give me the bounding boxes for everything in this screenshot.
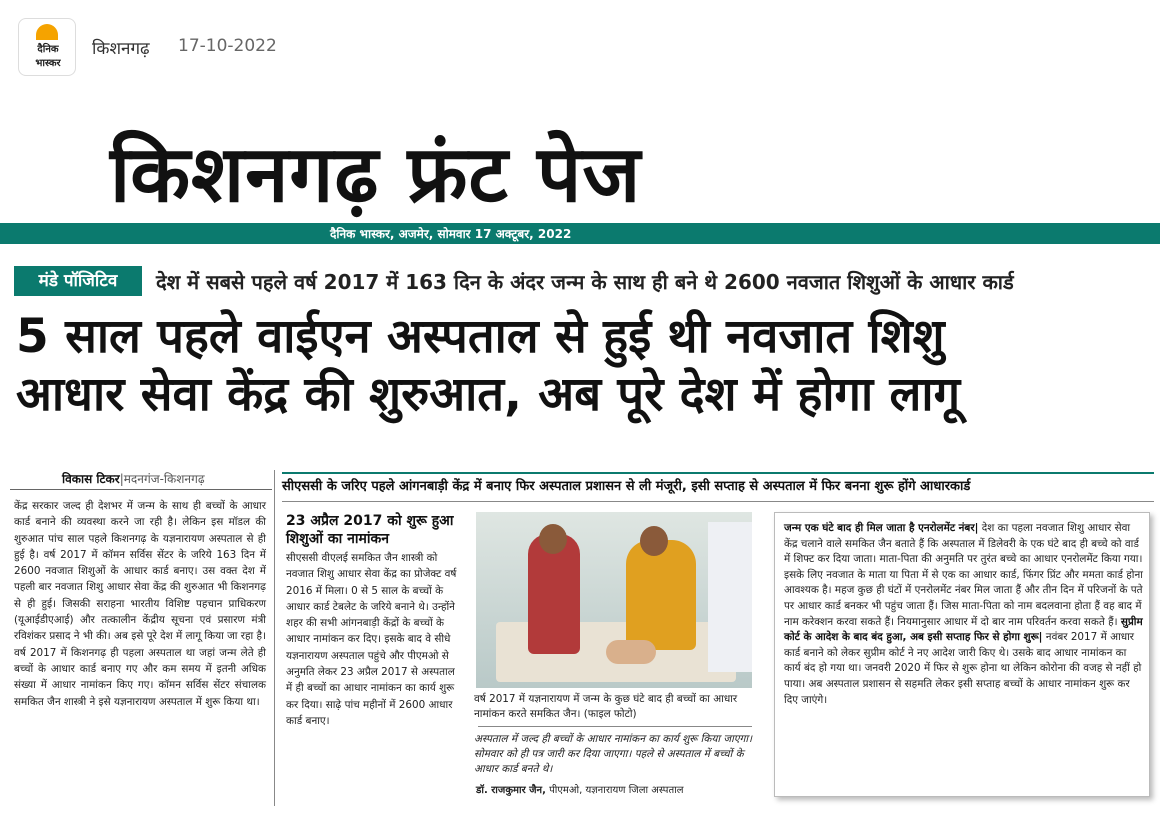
column-divider — [274, 470, 275, 806]
edition-date: 17-10-2022 — [178, 36, 277, 56]
byline-place: |मदनगंज-किशनगढ़ — [119, 472, 205, 486]
publisher-logo[interactable] — [18, 18, 76, 76]
edition-city[interactable]: किशनगढ़ — [92, 39, 150, 59]
news-photo — [476, 512, 752, 688]
woman-figure — [626, 540, 696, 650]
quote-author-role: पीएमओ, यज्ञनारायण जिला अस्पताल — [549, 785, 684, 796]
main-headline — [16, 308, 1161, 424]
byline — [62, 470, 205, 487]
kicker-badge: मंडे पॉजिटिव — [14, 266, 142, 296]
logo-line1: दैनिक — [37, 44, 59, 55]
article-column-1: केंद्र सरकार जल्द ही देशभर में जन्म के साथ ही बच्चों के आधार कार्ड बनाने की व्यवस्था करने जा रही है। लेकिन इस मॉडल की शुरुआत पांच साल पहले किशनगढ़ के यज्ञनारायण अस्पताल से ही हुई है। वर्ष 2017 में कॉमन सर्विस सेंटर के जरिये 163 दिन में 2600 नवजात शिशुओं के आधार कार्ड बनाए। उस वक्त देश में पहली बार नवजात शिशु आधार सेवा केंद्र की शुरुआत भी किशनगढ़ से ही हुई। जिसकी सराहना भारतीय विशिष्ट पहचान प्राधिकरण (यूआईडीएआई) और तत्कालीन केंद्रीय सूचना एवं प्रसारण मंत्री रविशंकर प्रसाद ने भी की। अब इसे पूरे देश में लागू किया जा रहा है। वर्ष 2017 में किशनगढ़ ही पहला अस्पताल था जहां जन्म लेते ही बच्चों के आधार कार्ड बनाए गए और कम समय में इतनी अधिक संख्या में आधार नामांकन किए गए। कॉमन सर्विस सेंटर संचालक समकित जैन शास्त्री ने इसे यज्ञनारायण अस्पताल में शुरू किया था। — [14, 500, 267, 708]
newborn-figure — [606, 640, 656, 664]
box-text-2: नवंबर 2017 में आधार कार्ड बनाने को लेकर सुप्रीम कोर्ट ने नए आदेश जारी किए थे। उसके बाद आधार नामांकन का कार्य बंद हो गया था। जनवरी 2020 में फिर से शुरू होना था लेकिन कोरोना की वजह से नहीं हो पाया। अब अस्पताल प्रशासन से सहमति लेकर इसी सप्ताह बच्चों के आधार नामांकन शुरू कर दिए जाएंगे। — [784, 631, 1142, 706]
side-box-body — [784, 521, 1144, 708]
article-column-2: सीएससी वीएलई समकित जैन शास्त्री को नवजात शिशु आधार सेवा केंद्र का प्रोजेक्ट वर्ष 2016 में मिला। 0 से 5 साल के बच्चों के आधार कार्ड टेबलेट के जरिये बनाने थे। उन्होंने शहर की सभी आंगनबाड़ी केंद्रों के बच्चों के आधार नामांकन कर दिए। इसके बाद वे सीधे यज्ञनारायण अस्पताल पहुंचे और पीएमओ से अनुमति लेकर 23 अप्रैल 2017 से अस्पताल में ही बच्चों का आधार नामांकन का कार्य शुरू कर दिया। साढ़े पांच महीनों में 2600 आधार कार्ड बनाए। — [286, 552, 457, 727]
headline-line1: 5 साल पहले वाईएन अस्पताल से हुई थी नवजात शिशु — [16, 309, 945, 364]
logo-sun-icon — [36, 24, 58, 40]
subheadline: सीएससी के जरिए पहले आंगनबाड़ी केंद्र में बनाए फिर अस्पताल प्रशासन से ली मंजूरी, इसी सप्ताह से अस्पताल में फिर बनना शुरू होंगे आधारकार्ड — [282, 472, 1154, 502]
quote-author-name: डॉ. राजकुमार जैन, — [476, 785, 546, 796]
newspaper-page — [0, 98, 1165, 819]
divider — [10, 489, 272, 490]
dateline-bar — [0, 223, 1160, 244]
page-masthead: किशनगढ़ फ्रंट पेज — [110, 130, 642, 220]
quote-author — [476, 784, 756, 798]
logo-line2: भास्कर — [35, 58, 61, 69]
byline-name: विकास टिकर — [62, 472, 120, 486]
column-2-heading: 23 अप्रैल 2017 को शुरू हुआ शिशुओं का नामांकन — [286, 513, 454, 547]
photo-caption: वर्ष 2017 में यज्ञनारायण में जन्म के कुछ घंटे बाद ही बच्चों का आधार नामांकन करते समकित जैन। (फाइल फोटो) — [474, 693, 738, 720]
box-text-1: देश का पहला नवजात शिशु आधार सेवा केंद्र चलाने वाले समकित जैन बताते हैं कि अस्पताल में डिलेवरी के एक घंटे बाद ही बच्चे को वार्ड में शिफ्ट कर दिया जाता। माता-पिता की अनुमति पर तुरंत बच्चे का आधार एनरोलमेंट किया गया। इसके लिए नवजात के माता या पिता में से एक का आधार कार्ड, फिंगर प्रिंट और ममता कार्ड होना आवश्यक है। महज कुछ ही घंटों में एनरोलमेंट नंबर मिल जाता हैं और तीन दिन में परिजनों के पते पर आधार कार्ड बनकर भी पहुंच जाता हैं। जिस माता-पिता को नाम बदलवाना होता हैं वह बाद में नाम करेक्शन करवा सकते हैं। नियमानुसार आधार में दो बार नाम परिवर्तन करवा सकते हैं। — [784, 522, 1143, 628]
headline-line2: आधार सेवा केंद्र की शुरुआत, अब पूरे देश में होगा लागू — [16, 367, 961, 422]
box-heading-1: जन्म एक घंटे बाद ही मिल जाता है एनरोलमेंट नंबर| — [784, 522, 979, 534]
box-heading-2: सुप्रीम कोर्ट के आदेश के बाद बंद हुआ, अब इसी सप्ताह फिर से होगा शुरू| — [784, 615, 1143, 644]
divider — [478, 726, 752, 727]
kicker-row — [14, 264, 1159, 298]
dateline: दैनिक भास्कर, अजमेर, सोमवार 17 अक्टूबर, 2022 — [330, 227, 572, 241]
operator-figure — [708, 522, 752, 672]
official-quote: अस्पताल में जल्द ही बच्चों के आधार नामांकन का कार्य शुरू किया जाएगा। सोमवार को ही पत्र जारी कर दिया जाएगा। पहले से अस्पताल में बच्चों के आधार कार्ड बनते थे। — [474, 733, 753, 775]
article-header — [0, 0, 1165, 98]
kicker-text: देश में सबसे पहले वर्ष 2017 में 163 दिन के अंदर जन्म के साथ ही बने थे 2600 नवजात शिशुओं के आधार कार्ड — [156, 270, 1014, 294]
